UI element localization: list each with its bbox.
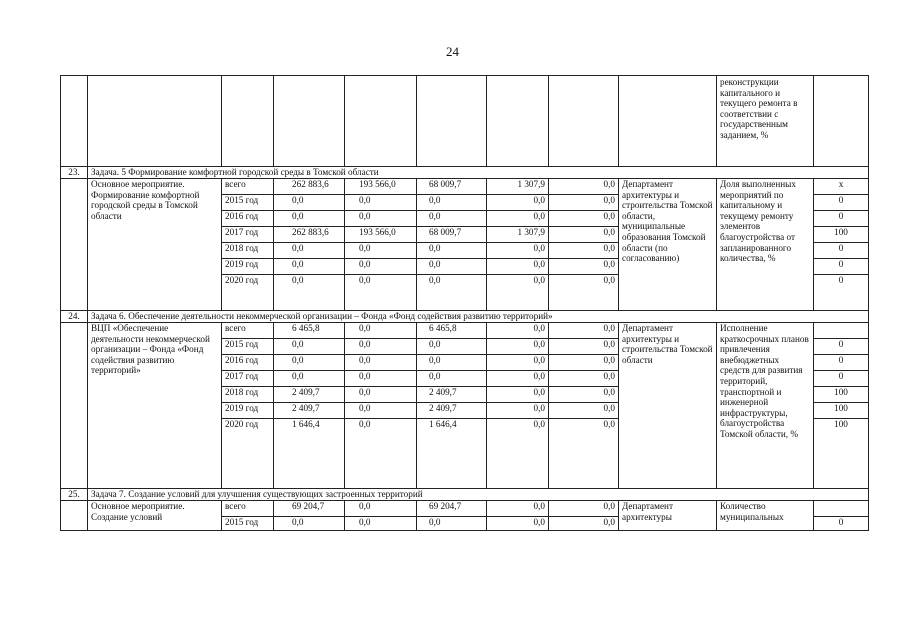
value-cell: 0,0 xyxy=(487,403,549,419)
value-cell: 0,0 xyxy=(345,403,417,419)
value-cell: 262 883,6 xyxy=(274,227,345,243)
value-cell: 2 409,7 xyxy=(417,403,487,419)
value-cell: 0,0 xyxy=(549,387,619,403)
value-cell: 2 409,7 xyxy=(417,387,487,403)
value-cell: 0,0 xyxy=(487,211,549,227)
year-cell: 2019 год xyxy=(222,259,274,275)
value-cell: 0,0 xyxy=(417,517,487,531)
value-cell: 69 204,7 xyxy=(417,501,487,517)
result-cell xyxy=(814,323,869,339)
value-cell: 0,0 xyxy=(487,275,549,311)
task-row xyxy=(61,167,869,179)
value-cell: 0,0 xyxy=(549,323,619,339)
indicator-cell: реконструкции капитального и текущего ремонта в соответствии с государственным заданием, % xyxy=(717,76,814,167)
row-number: 23. xyxy=(61,167,88,179)
value-cell: 0,0 xyxy=(417,259,487,275)
year-cell: 2020 год xyxy=(222,275,274,311)
value-cell: 0,0 xyxy=(274,259,345,275)
result-cell: х xyxy=(814,179,869,195)
result-cell: 0 xyxy=(814,259,869,275)
row-number: 25. xyxy=(61,489,88,501)
data-row xyxy=(61,179,869,195)
empty-cell xyxy=(345,76,417,167)
value-cell: 0,0 xyxy=(345,517,417,531)
activity-name: ВЦП «Обеспечение деятельности некоммерческой организации – Фонда «Фонд содействия развитию территорий» xyxy=(88,323,222,489)
value-cell: 0,0 xyxy=(549,259,619,275)
value-cell: 0,0 xyxy=(345,419,417,489)
value-cell: 0,0 xyxy=(487,501,549,517)
value-cell: 0,0 xyxy=(549,501,619,517)
value-cell: 68 009,7 xyxy=(417,227,487,243)
program-table xyxy=(60,75,869,531)
value-cell: 0,0 xyxy=(417,211,487,227)
result-cell xyxy=(814,501,869,517)
value-cell: 0,0 xyxy=(274,243,345,259)
value-cell: 0,0 xyxy=(274,517,345,531)
year-cell: 2020 год xyxy=(222,419,274,489)
task-title: Задача 6. Обеспечение деятельности некоммерческой организации – Фонда «Фонд содействия развитию территорий» xyxy=(88,311,869,323)
data-row xyxy=(61,323,869,339)
empty-cell xyxy=(222,76,274,167)
empty-cell xyxy=(814,76,869,167)
value-cell: 0,0 xyxy=(417,371,487,387)
result-cell: 0 xyxy=(814,355,869,371)
indicator-cell: Доля выполненных мероприятий по капитальному и текущему ремонту элементов благоустройства от запланированного количества, % xyxy=(717,179,814,311)
result-cell: 100 xyxy=(814,387,869,403)
year-cell: 2015 год xyxy=(222,339,274,355)
year-cell: всего xyxy=(222,179,274,195)
value-cell: 0,0 xyxy=(549,179,619,195)
result-cell: 0 xyxy=(814,243,869,259)
value-cell: 1 307,9 xyxy=(487,179,549,195)
task-title: Задача 7. Создание условий для улучшения существующих застроенных территорий xyxy=(88,489,869,501)
value-cell: 0,0 xyxy=(487,323,549,339)
continuation-row xyxy=(61,76,869,167)
empty-cell xyxy=(61,501,88,531)
result-cell: 0 xyxy=(814,339,869,355)
year-cell: всего xyxy=(222,323,274,339)
indicator-cell: Количество муниципальных xyxy=(717,501,814,531)
value-cell: 0,0 xyxy=(417,275,487,311)
year-cell: 2018 год xyxy=(222,387,274,403)
year-cell: 2016 год xyxy=(222,211,274,227)
year-cell: всего xyxy=(222,501,274,517)
year-cell: 2018 год xyxy=(222,243,274,259)
value-cell: 0,0 xyxy=(274,371,345,387)
indicator-cell: Исполнение краткосрочных планов привлечения внебюджетных средств для развития территорий, транспортной и инженерной инфраструктуры, благоустройства Томской области, % xyxy=(717,323,814,489)
value-cell: 0,0 xyxy=(487,355,549,371)
empty-cell xyxy=(61,76,88,167)
value-cell: 0,0 xyxy=(274,275,345,311)
value-cell: 0,0 xyxy=(549,275,619,311)
year-cell: 2017 год xyxy=(222,227,274,243)
empty-cell xyxy=(88,76,222,167)
value-cell: 0,0 xyxy=(345,323,417,339)
value-cell: 0,0 xyxy=(345,259,417,275)
task-row xyxy=(61,489,869,501)
value-cell: 0,0 xyxy=(549,355,619,371)
data-row xyxy=(61,501,869,517)
empty-cell xyxy=(274,76,345,167)
value-cell: 0,0 xyxy=(345,339,417,355)
row-number: 24. xyxy=(61,311,88,323)
value-cell: 6 465,8 xyxy=(417,323,487,339)
empty-cell xyxy=(61,179,88,311)
value-cell: 0,0 xyxy=(487,339,549,355)
result-cell: 100 xyxy=(814,403,869,419)
value-cell: 0,0 xyxy=(487,419,549,489)
value-cell: 2 409,7 xyxy=(274,403,345,419)
value-cell: 0,0 xyxy=(549,403,619,419)
value-cell: 0,0 xyxy=(345,501,417,517)
result-cell: 100 xyxy=(814,227,869,243)
empty-cell xyxy=(61,323,88,489)
value-cell: 0,0 xyxy=(487,195,549,211)
value-cell: 2 409,7 xyxy=(274,387,345,403)
value-cell: 0,0 xyxy=(417,195,487,211)
year-cell: 2016 год xyxy=(222,355,274,371)
value-cell: 0,0 xyxy=(549,419,619,489)
value-cell: 0,0 xyxy=(549,517,619,531)
empty-cell xyxy=(549,76,619,167)
value-cell: 6 465,8 xyxy=(274,323,345,339)
value-cell: 0,0 xyxy=(345,371,417,387)
year-cell: 2015 год xyxy=(222,195,274,211)
value-cell: 0,0 xyxy=(274,339,345,355)
value-cell: 0,0 xyxy=(345,211,417,227)
value-cell: 0,0 xyxy=(274,355,345,371)
executor-cell: Департамент архитектуры xyxy=(619,501,717,531)
value-cell: 0,0 xyxy=(549,227,619,243)
value-cell: 193 566,0 xyxy=(345,179,417,195)
result-cell: 0 xyxy=(814,211,869,227)
activity-name: Основное мероприятие. Формирование комфортной городской среды в Томской области xyxy=(88,179,222,311)
result-cell: 0 xyxy=(814,195,869,211)
value-cell: 0,0 xyxy=(487,243,549,259)
year-cell: 2015 год xyxy=(222,517,274,531)
task-title: Задача. 5 Формирование комфортной городской среды в Томской области xyxy=(88,167,869,179)
executor-cell: Департамент архитектуры и строительства Томской области, муниципальные образования Томской области (по согласованию) xyxy=(619,179,717,311)
result-cell: 0 xyxy=(814,517,869,531)
value-cell: 0,0 xyxy=(345,195,417,211)
value-cell: 0,0 xyxy=(345,275,417,311)
value-cell: 0,0 xyxy=(274,195,345,211)
value-cell: 0,0 xyxy=(417,243,487,259)
task-row xyxy=(61,311,869,323)
value-cell: 0,0 xyxy=(487,259,549,275)
value-cell: 1 646,4 xyxy=(417,419,487,489)
value-cell: 1 307,9 xyxy=(487,227,549,243)
value-cell: 0,0 xyxy=(345,243,417,259)
value-cell: 262 883,6 xyxy=(274,179,345,195)
result-cell: 100 xyxy=(814,419,869,489)
value-cell: 0,0 xyxy=(417,339,487,355)
value-cell: 0,0 xyxy=(549,339,619,355)
result-cell: 0 xyxy=(814,275,869,311)
empty-cell xyxy=(619,76,717,167)
value-cell: 68 009,7 xyxy=(417,179,487,195)
result-cell: 0 xyxy=(814,371,869,387)
year-cell: 2017 год xyxy=(222,371,274,387)
activity-name: Основное мероприятие. Создание условий xyxy=(88,501,222,531)
value-cell: 1 646,4 xyxy=(274,419,345,489)
value-cell: 0,0 xyxy=(549,211,619,227)
value-cell: 0,0 xyxy=(487,387,549,403)
executor-cell: Департамент архитектуры и строительства Томской области xyxy=(619,323,717,489)
value-cell: 69 204,7 xyxy=(274,501,345,517)
empty-cell xyxy=(417,76,487,167)
value-cell: 0,0 xyxy=(487,371,549,387)
value-cell: 193 566,0 xyxy=(345,227,417,243)
value-cell: 0,0 xyxy=(549,371,619,387)
value-cell: 0,0 xyxy=(549,195,619,211)
empty-cell xyxy=(487,76,549,167)
value-cell: 0,0 xyxy=(549,243,619,259)
value-cell: 0,0 xyxy=(345,387,417,403)
year-cell: 2019 год xyxy=(222,403,274,419)
page-number: 24 xyxy=(446,44,459,59)
value-cell: 0,0 xyxy=(274,211,345,227)
value-cell: 0,0 xyxy=(487,517,549,531)
value-cell: 0,0 xyxy=(417,355,487,371)
value-cell: 0,0 xyxy=(345,355,417,371)
